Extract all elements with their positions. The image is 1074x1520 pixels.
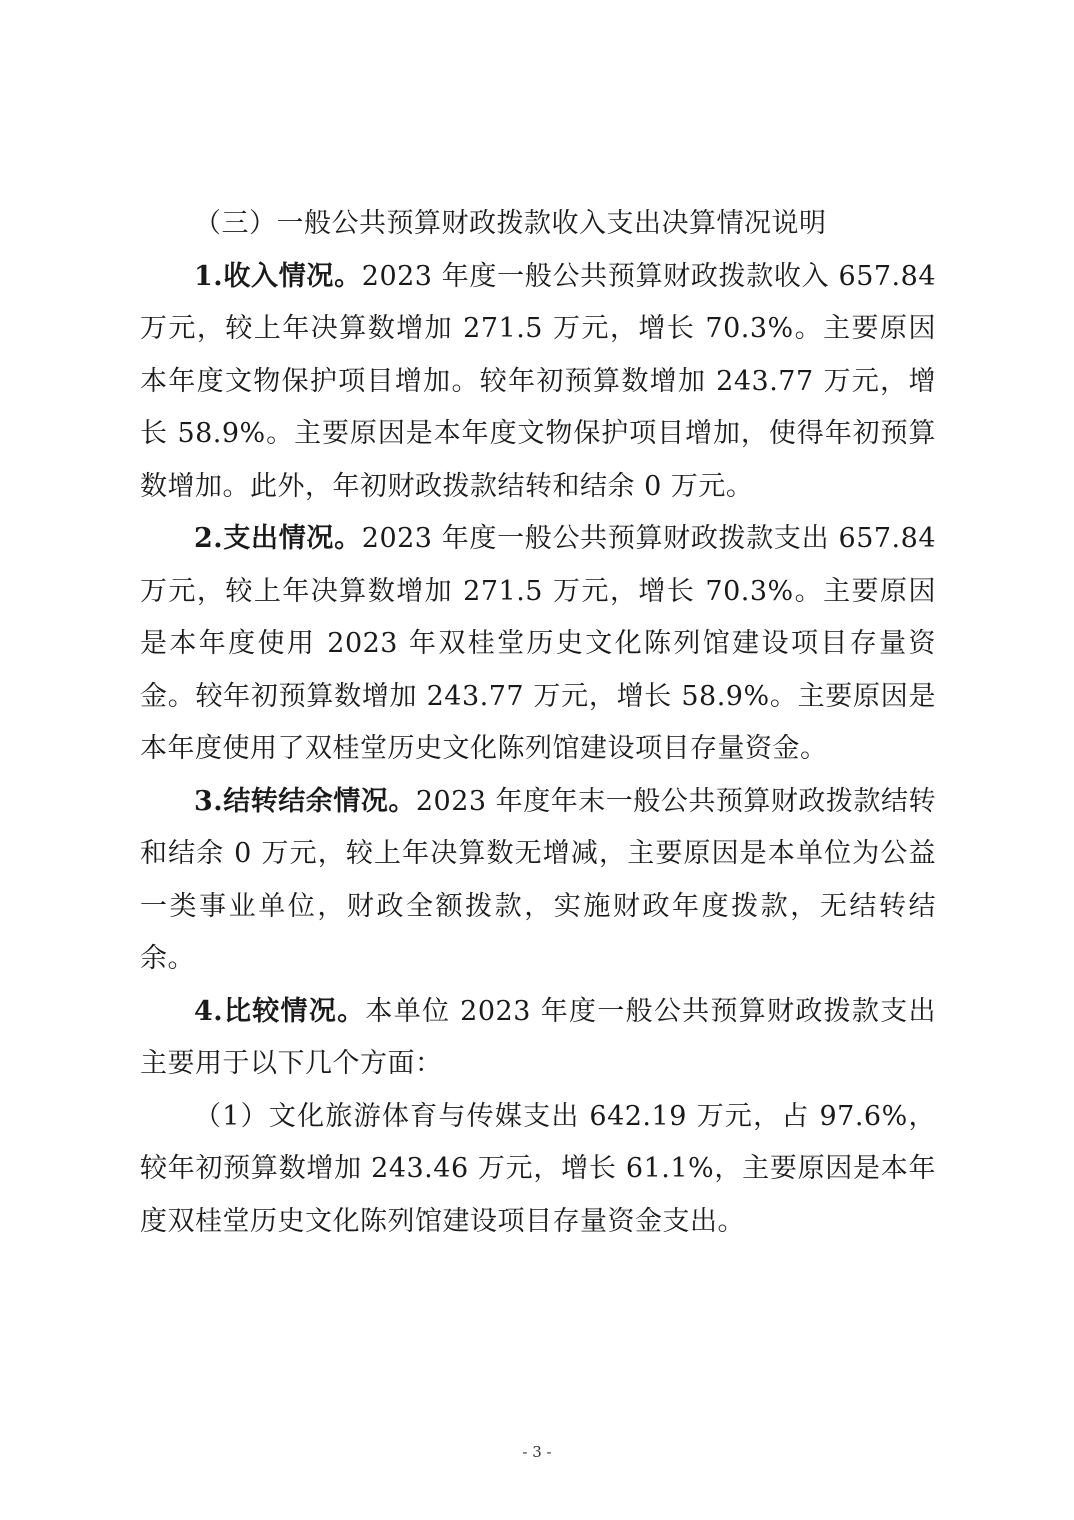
paragraph-item-1 <box>140 1091 936 1249</box>
paragraph-text: 本单位 2023 年度一般公共预算财政拨款支出主要用于以下几个方面： <box>140 995 936 1079</box>
paragraph-text: 2023 年度年末一般公共预算财政拨款结转和结余 0 万元，较上年决算数无增减，主要原因是本单位为公益一类事业单位，财政全额拨款，实施财政年度拨款，无结转结余。 <box>140 785 936 974</box>
paragraph-lead: 1.收入情况。 <box>194 260 362 292</box>
paragraph-carryover <box>140 776 936 986</box>
paragraph-lead: 3.结转结余情况。 <box>194 785 416 817</box>
paragraph-comparison <box>140 986 936 1091</box>
paragraph-lead: 4.比较情况。 <box>194 995 366 1027</box>
document-body <box>140 198 936 1248</box>
paragraph-text: 2023 年度一般公共预算财政拨款支出 657.84 万元，较上年决算数增加 271.5 万元，增长 70.3%。主要原因是本年度使用 2023 年双桂堂历史文化陈列馆建设项目存量资金。较年初预算数增加 243.77 万元，增长 58.9%。主要原因是本年度使用了双桂堂历史文化陈列馆建设项目存量资金。 <box>140 523 936 764</box>
paragraph-text: 2023 年度一般公共预算财政拨款收入 657.84 万元，较上年决算数增加 271.5 万元，增长 70.3%。主要原因本年度文物保护项目增加。较年初预算数增加 243.77 万元，增长 58.9%。主要原因是本年度文物保护项目增加，使得年初预算数增加。此外，年初财政拨款结转和结余 0 万元。 <box>140 260 936 502</box>
paragraph-lead: 2.支出情况。 <box>194 523 362 554</box>
page-number: - 3 - <box>522 1443 552 1461</box>
paragraph-expenditure <box>140 513 936 776</box>
paragraph-income <box>140 251 936 514</box>
paragraph-text: （1）文化旅游体育与传媒支出 642.19 万元，占 97.6%，较年初预算数增加 243.46 万元，增长 61.1%，主要原因是本年度双桂堂历史文化陈列馆建设项目存量资金支出。 <box>140 1100 936 1237</box>
section-heading: （三）一般公共预算财政拨款收入支出决算情况说明 <box>194 208 827 239</box>
